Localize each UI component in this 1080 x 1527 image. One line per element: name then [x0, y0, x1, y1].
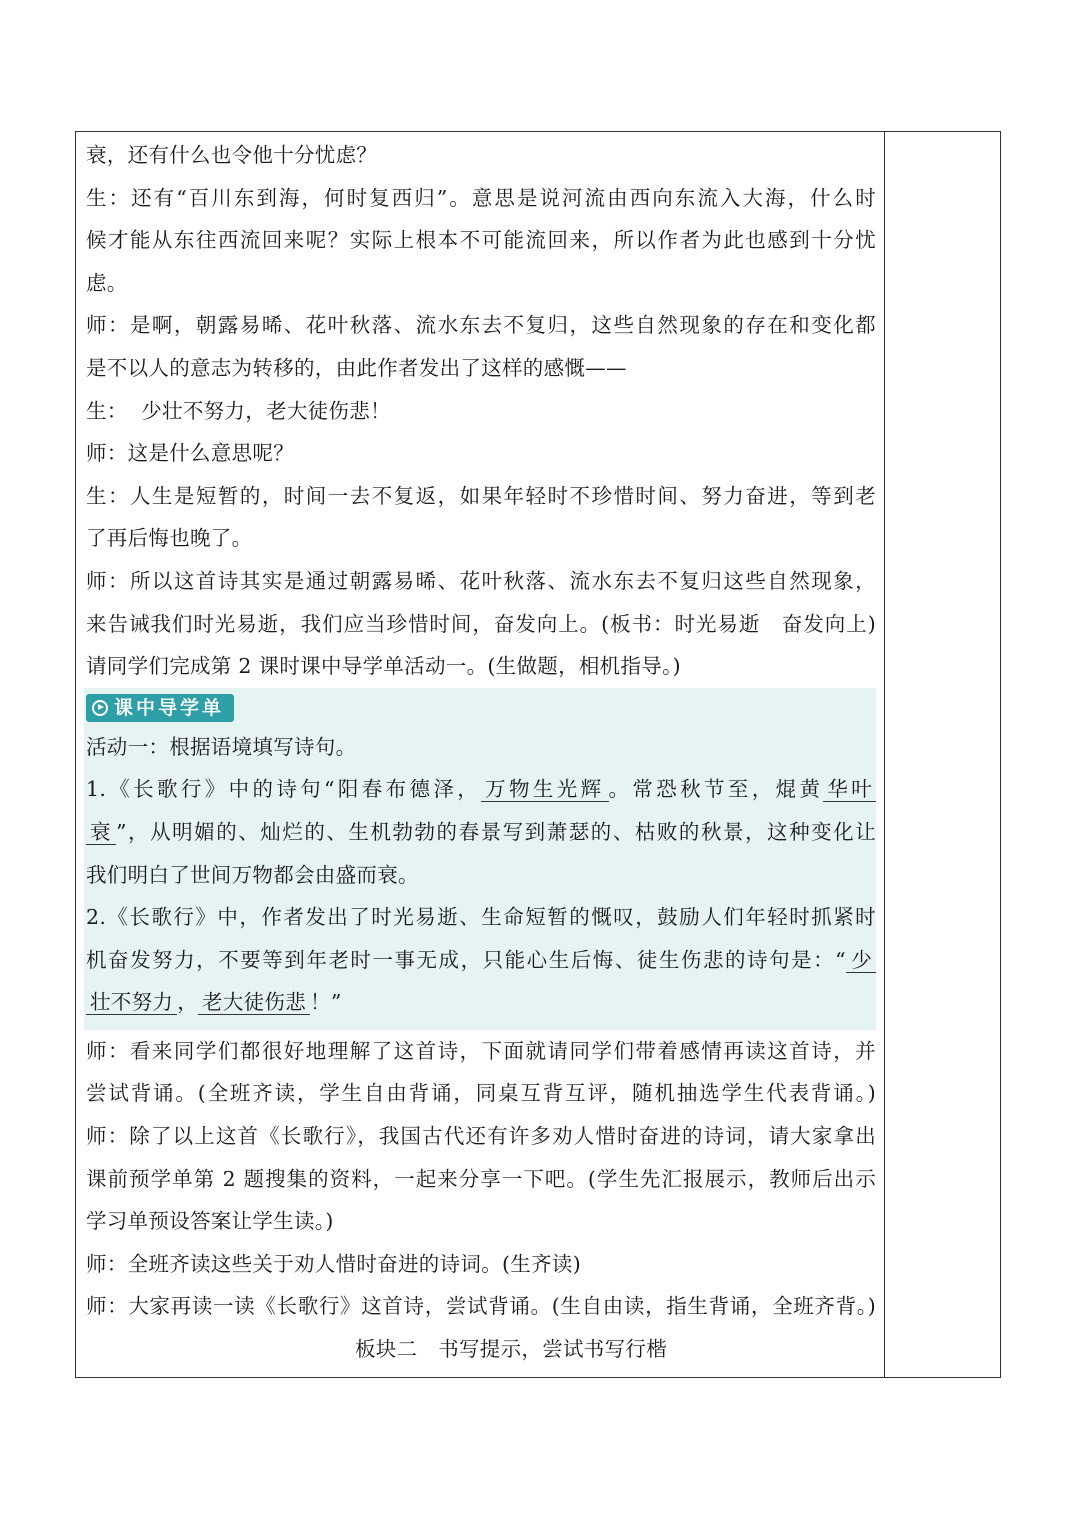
question-2-line-2 [86, 939, 876, 982]
text-line: 师：全班齐读这些关于劝人惜时奋进的诗词。(生齐读) [86, 1251, 581, 1276]
question-2-line-1: 2.《长歌行》中，作者发出了时光易逝、生命短暂的慨叹，鼓励人们年轻时抓紧时 [86, 905, 876, 930]
text-line: 师：是啊，朝露易晞、花叶秋落、流水东去不复归，这些自然现象的存在和变化都 [86, 313, 876, 338]
text-line: 了再后悔也晚了。 [86, 526, 253, 551]
text-line: 学习单预设答案让学生读。) [86, 1209, 334, 1234]
answer-blank: 少 [846, 948, 876, 973]
text-line: 尝试背诵。(全班齐读，学生自由背诵，同桌互背互评，随机抽选学生代表背诵。) [86, 1081, 876, 1106]
question-1-line-1 [86, 768, 876, 811]
in-class-guide-sheet [84, 688, 876, 1030]
lesson-table [75, 131, 1001, 1378]
text-line: 生： 少壮不努力，老大徒伤悲！ [86, 398, 391, 423]
text-line: 师：除了以上这首《长歌行》，我国古代还有许多劝人惜时奋进的诗词，请大家拿出 [86, 1124, 876, 1149]
text-line: 师：这是什么意思呢？ [86, 441, 294, 466]
q1-mid: 。常恐秋节至，焜黄 [608, 777, 824, 802]
text-line: 虑。 [86, 270, 128, 295]
text-line: 来告诫我们时光易逝，我们应当珍惜时间，奋发向上。(板书：时光易逝 奋发向上) [86, 611, 876, 636]
q2-prefix: 机奋发努力，不要等到年老时一事无成，只能心生后悔、徒生伤悲的诗句是：“ [86, 947, 846, 972]
text-line: 是不以人的意志为转移的，由此作者发出了这样的感慨—— [86, 355, 627, 380]
activity-title: 活动一：根据语境填写诗句。 [86, 734, 357, 759]
text-line: 请同学们完成第 2 课时课中导学单活动一。(生做题，相机指导。) [86, 654, 681, 679]
text-line: 师：所以这首诗其实是通过朝露易晞、花叶秋落、流水东去不复归这些自然现象， [86, 568, 876, 593]
answer-blank: 壮不努力 [86, 990, 177, 1015]
answer-blank: 万物生光辉 [481, 777, 608, 802]
text-line: 师：看来同学们都很好地理解了这首诗，下面就请同学们带着感情再读这首诗，并 [86, 1038, 876, 1063]
play-circle-icon [92, 700, 108, 716]
q2-end: ！” [310, 990, 342, 1015]
text-line: 候才能从东往西流回来呢？实际上根本不可能流回来，所以作者为此也感到十分忧 [86, 228, 876, 253]
column-divider [884, 132, 885, 1377]
guide-tag [86, 694, 234, 722]
answer-blank: 华叶 [823, 777, 876, 802]
text-line: 师：大家再读一读《长歌行》这首诗，尝试背诵。(生自由读，指生背诵，全班齐背。) [86, 1294, 876, 1319]
q1-prefix: 1.《长歌行》中的诗句“阳春布德泽， [86, 777, 482, 802]
text-line: 生：人生是短暂的，时间一去不复返，如果年轻时不珍惜时间、努力奋进，等到老 [86, 483, 876, 508]
q2-comma: ， [177, 990, 199, 1015]
text-line: 课前预学单第 2 题搜集的资料，一起来分享一下吧。(学生先汇报展示，教师后出示 [86, 1166, 876, 1191]
text-line: 衰，还有什么也令他十分忧虑？ [86, 143, 378, 167]
guide-header [86, 690, 876, 726]
q1-line2-text: ”，从明媚的、灿烂的、生机勃勃的春景写到萧瑟的、枯败的秋景，这种变化让 [116, 819, 876, 844]
guide-tag-label: 课中导学单 [114, 696, 225, 719]
question-1-line-3: 我们明白了世间万物都会由盛而衰。 [86, 862, 419, 887]
question-1-line-2 [86, 811, 876, 854]
section-heading: 板块二 书写提示，尝试书写行楷 [355, 1337, 667, 1362]
answer-blank: 老大徒伤悲 [198, 990, 310, 1015]
question-2-line-3 [86, 981, 876, 1024]
text-line: 生：还有“百川东到海，何时复西归”。意思是说河流由西向东流入大海，什么时 [86, 185, 876, 210]
answer-blank: 衰 [86, 820, 116, 845]
lesson-content-cell [86, 132, 876, 1371]
